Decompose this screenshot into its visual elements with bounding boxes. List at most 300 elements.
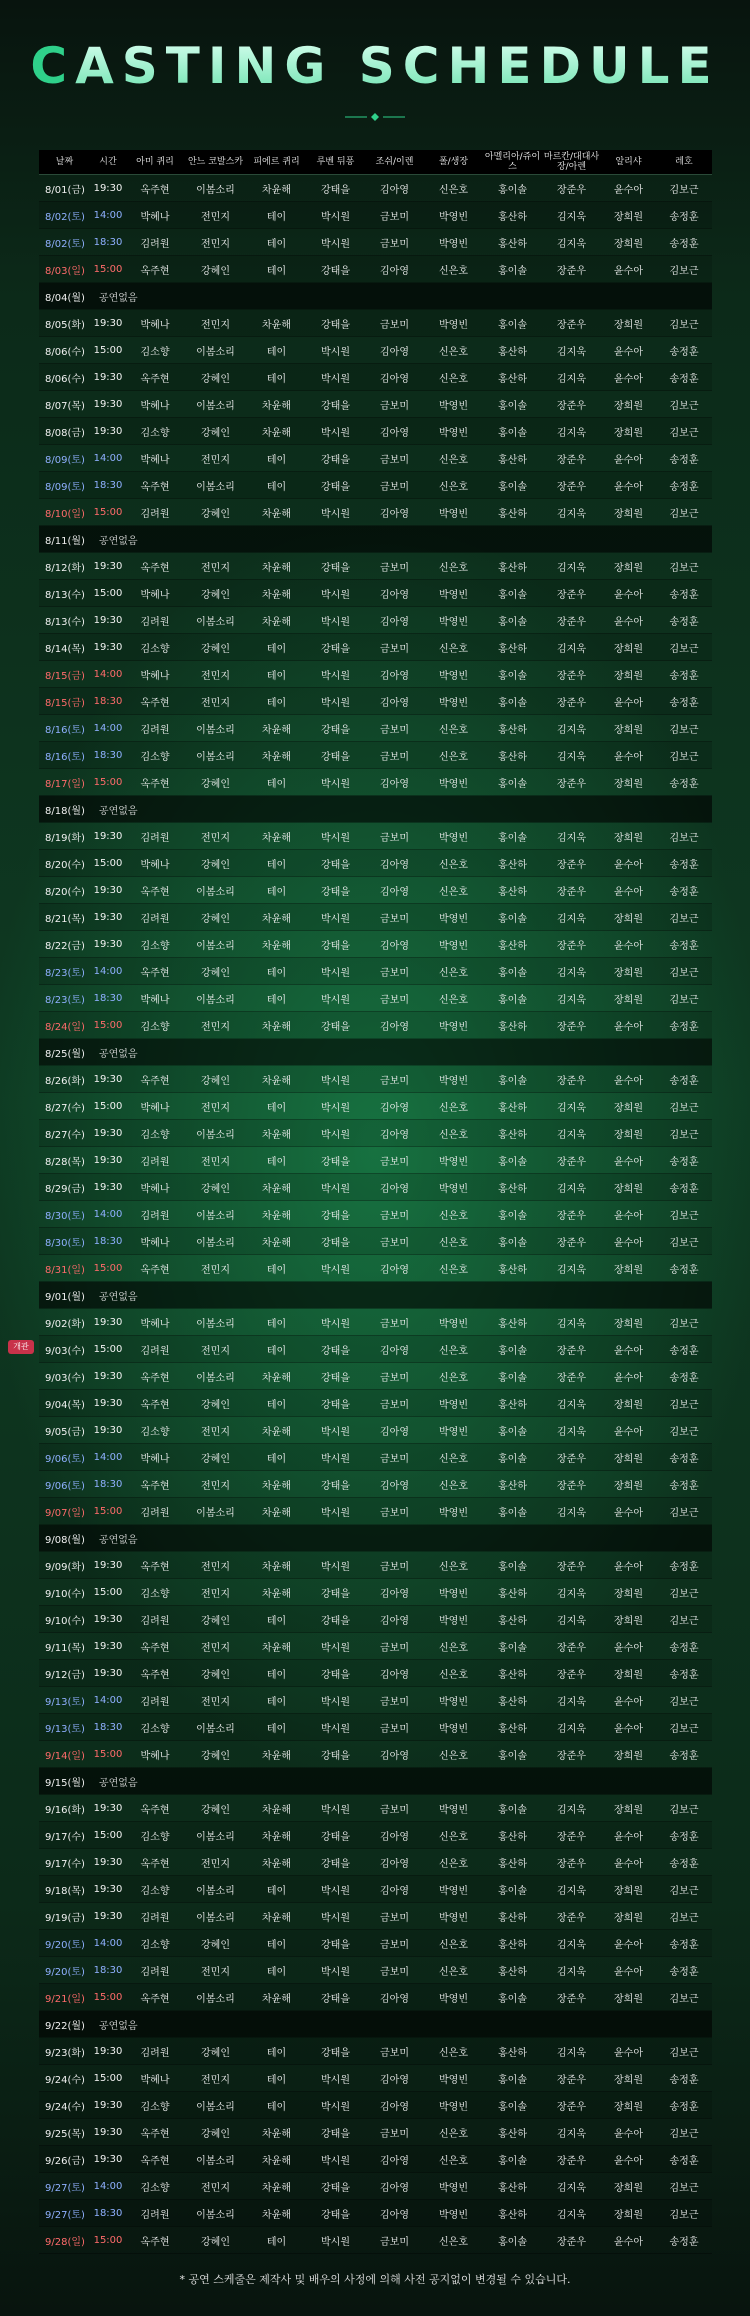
cast-cell: 장희원 (601, 958, 656, 985)
cast-cell: 홍이솔 (483, 1741, 542, 1768)
cast-cell: 박혜나 (126, 1741, 184, 1768)
cast-cell: 박영빈 (424, 1066, 483, 1093)
cast-cell: 박영빈 (424, 418, 483, 445)
page-title (0, 36, 750, 96)
cast-cell: 신은호 (424, 2119, 483, 2146)
cast-cell: 신은호 (424, 958, 483, 985)
time-cell: 14:00 (90, 661, 126, 688)
cast-cell: 홍이솔 (483, 958, 542, 985)
cast-cell: 박혜나 (126, 985, 184, 1012)
cast-cell: 강태을 (306, 1741, 365, 1768)
cast-cell: 금보미 (365, 1444, 424, 1471)
cast-cell: 홍이솔 (483, 607, 542, 634)
cast-cell: 장희원 (601, 769, 656, 796)
cast-cell: 박영빈 (424, 1309, 483, 1336)
cast-cell: 차윤해 (247, 391, 306, 418)
cast-cell: 테이 (247, 1660, 306, 1687)
table-row (39, 661, 712, 688)
table-row (39, 1795, 712, 1822)
cast-cell: 강태을 (306, 1579, 365, 1606)
time-cell: 19:30 (90, 2092, 126, 2119)
cast-cell: 금보미 (365, 715, 424, 742)
cast-cell: 홍산하 (483, 1012, 542, 1039)
date-cell: 8/10(일) (39, 499, 90, 526)
cast-cell: 송정훈 (656, 472, 712, 499)
cast-cell: 김아영 (365, 337, 424, 364)
time-cell: 19:30 (90, 364, 126, 391)
no-show-row (39, 1282, 712, 1309)
cast-cell: 송정훈 (656, 445, 712, 472)
table-row (39, 553, 712, 580)
date-cell: 8/23(토) (39, 985, 90, 1012)
time-cell: 19:30 (90, 175, 126, 202)
column-header: 루벤 뒤퐁 (306, 150, 365, 175)
cast-cell: 김아영 (365, 769, 424, 796)
cast-cell: 박영빈 (424, 580, 483, 607)
time-cell: 19:30 (90, 634, 126, 661)
time-cell: 19:30 (90, 1903, 126, 1930)
date-cell: 8/04(월) (45, 292, 85, 304)
cast-cell: 윤수아 (601, 877, 656, 904)
no-show-label: 공연없음 (98, 2020, 138, 2032)
table-row (39, 1255, 712, 1282)
cast-cell: 장준우 (542, 1849, 601, 1876)
cast-cell: 송정훈 (656, 1849, 712, 1876)
cast-cell: 차윤해 (247, 931, 306, 958)
cast-cell: 홍이솔 (483, 2092, 542, 2119)
time-cell: 15:00 (90, 1741, 126, 1768)
cast-cell: 강태을 (306, 1228, 365, 1255)
cast-cell: 윤수아 (601, 2038, 656, 2065)
cast-cell: 이봄소리 (184, 175, 247, 202)
table-header-row (39, 150, 712, 175)
cast-cell: 박시원 (306, 1903, 365, 1930)
cast-cell: 장준우 (542, 1066, 601, 1093)
cast-cell: 김보근 (656, 904, 712, 931)
no-show-cell (39, 526, 712, 553)
no-show-label: 공연없음 (98, 1291, 138, 1303)
cast-cell: 김보근 (656, 1093, 712, 1120)
cast-cell: 홍산하 (483, 1174, 542, 1201)
time-cell: 19:30 (90, 904, 126, 931)
cast-cell: 차윤해 (247, 1228, 306, 1255)
cast-cell: 박시원 (306, 2227, 365, 2254)
time-cell: 14:00 (90, 715, 126, 742)
cast-cell: 김보근 (656, 985, 712, 1012)
cast-cell: 송정훈 (656, 580, 712, 607)
cast-cell: 김려원 (126, 1201, 184, 1228)
cast-cell: 이봄소리 (184, 1714, 247, 1741)
table-row (39, 1957, 712, 1984)
cast-cell: 신은호 (424, 256, 483, 283)
date-cell: 9/01(월) (45, 1291, 85, 1303)
cast-cell: 박시원 (306, 1444, 365, 1471)
date-cell: 8/24(일) (39, 1012, 90, 1039)
cast-cell: 차윤해 (247, 1012, 306, 1039)
date-cell: 8/29(금) (39, 1174, 90, 1201)
cast-cell: 김려원 (126, 1606, 184, 1633)
cast-cell: 신은호 (424, 1093, 483, 1120)
date-cell: 9/13(토) (39, 1714, 90, 1741)
time-cell: 19:30 (90, 2038, 126, 2065)
cast-cell: 옥주현 (126, 1660, 184, 1687)
date-cell: 8/02(토) (39, 229, 90, 256)
cast-cell: 강혜인 (184, 769, 247, 796)
column-header: 날짜 (39, 150, 90, 175)
date-cell: 8/15(금) (39, 661, 90, 688)
date-cell: 8/27(수) (39, 1120, 90, 1147)
table-row (39, 2200, 712, 2227)
cast-cell: 강태을 (306, 1822, 365, 1849)
cast-cell: 홍이솔 (483, 1984, 542, 2011)
cast-cell: 김소향 (126, 1876, 184, 1903)
cast-cell: 강태을 (306, 1012, 365, 1039)
cast-cell: 박시원 (306, 418, 365, 445)
cast-cell: 장희원 (601, 2200, 656, 2227)
cast-cell: 윤수아 (601, 175, 656, 202)
date-cell: 8/22(금) (39, 931, 90, 958)
cast-cell: 김보근 (656, 1903, 712, 1930)
cast-cell: 전민지 (184, 445, 247, 472)
date-cell: 9/04(목) (39, 1390, 90, 1417)
cast-cell: 홍이솔 (483, 472, 542, 499)
cast-cell: 테이 (247, 1957, 306, 1984)
cast-cell: 옥주현 (126, 2119, 184, 2146)
cast-cell: 금보미 (365, 1363, 424, 1390)
cast-cell: 강혜인 (184, 850, 247, 877)
cast-cell: 김아영 (365, 1174, 424, 1201)
time-cell: 19:30 (90, 1876, 126, 1903)
time-cell: 15:00 (90, 1498, 126, 1525)
cast-cell: 전민지 (184, 1255, 247, 1282)
cast-cell: 옥주현 (126, 1066, 184, 1093)
cast-cell: 테이 (247, 634, 306, 661)
time-cell: 15:00 (90, 1093, 126, 1120)
cast-cell: 장준우 (542, 850, 601, 877)
cast-cell: 김려원 (126, 823, 184, 850)
cast-cell: 김소향 (126, 1579, 184, 1606)
cast-cell: 장희원 (601, 1660, 656, 1687)
table-row (39, 310, 712, 337)
cast-cell: 박시원 (306, 1714, 365, 1741)
cast-cell: 김려원 (126, 1336, 184, 1363)
cast-cell: 김아영 (365, 688, 424, 715)
date-cell: 8/25(월) (45, 1048, 85, 1060)
column-header: 알리샤 (601, 150, 656, 175)
cast-cell: 장준우 (542, 1660, 601, 1687)
cast-cell: 강혜인 (184, 580, 247, 607)
cast-cell: 박영빈 (424, 1012, 483, 1039)
cast-cell: 이봄소리 (184, 1228, 247, 1255)
cast-cell: 김소향 (126, 2173, 184, 2200)
cast-cell: 김지욱 (542, 1093, 601, 1120)
cast-cell: 김아영 (365, 1471, 424, 1498)
cast-cell: 박혜나 (126, 580, 184, 607)
cast-cell: 금보미 (365, 391, 424, 418)
cast-cell: 송정훈 (656, 1552, 712, 1579)
cast-cell: 홍이솔 (483, 1552, 542, 1579)
cast-cell: 테이 (247, 337, 306, 364)
cast-cell: 홍이솔 (483, 418, 542, 445)
time-cell: 18:30 (90, 229, 126, 256)
cast-cell: 김지욱 (542, 499, 601, 526)
no-show-label: 공연없음 (98, 1048, 138, 1060)
cast-cell: 신은호 (424, 1228, 483, 1255)
cast-cell: 금보미 (365, 958, 424, 985)
cast-cell: 김아영 (365, 661, 424, 688)
cast-cell: 홍이솔 (483, 823, 542, 850)
cast-cell: 강태을 (306, 553, 365, 580)
cast-cell: 김지욱 (542, 1876, 601, 1903)
time-cell: 15:00 (90, 1012, 126, 1039)
cast-cell: 차윤해 (247, 1174, 306, 1201)
cast-cell: 장희원 (601, 2065, 656, 2092)
column-header: 폴/생장 (424, 150, 483, 175)
time-cell: 18:30 (90, 1957, 126, 1984)
cast-cell: 송정훈 (656, 2227, 712, 2254)
cast-cell: 김아영 (365, 1822, 424, 1849)
cast-cell: 강혜인 (184, 1741, 247, 1768)
cast-cell: 홍이솔 (483, 1633, 542, 1660)
cast-cell: 홍산하 (483, 1579, 542, 1606)
cast-cell: 테이 (247, 1687, 306, 1714)
table-row (39, 2038, 712, 2065)
cast-cell: 박영빈 (424, 310, 483, 337)
cast-cell: 김아영 (365, 2173, 424, 2200)
cast-cell: 장희원 (601, 2092, 656, 2119)
table-row (39, 877, 712, 904)
cast-cell: 김지욱 (542, 742, 601, 769)
cast-cell: 신은호 (424, 1444, 483, 1471)
cast-cell: 차윤해 (247, 580, 306, 607)
cast-cell: 홍이솔 (483, 580, 542, 607)
cast-cell: 김보근 (656, 1876, 712, 1903)
cast-cell: 홍산하 (483, 1849, 542, 1876)
cast-cell: 박시원 (306, 1633, 365, 1660)
cast-cell: 장희원 (601, 499, 656, 526)
cast-cell: 박시원 (306, 1498, 365, 1525)
cast-cell: 옥주현 (126, 769, 184, 796)
time-cell: 15:00 (90, 499, 126, 526)
cast-cell: 송정훈 (656, 2065, 712, 2092)
cast-cell: 박시원 (306, 1687, 365, 1714)
cast-cell: 홍이솔 (483, 904, 542, 931)
cast-cell: 장준우 (542, 391, 601, 418)
cast-cell: 박시원 (306, 1417, 365, 1444)
cast-cell: 김보근 (656, 2038, 712, 2065)
cast-cell: 강태을 (306, 1147, 365, 1174)
cast-cell: 송정훈 (656, 229, 712, 256)
cast-cell: 김지욱 (542, 2119, 601, 2146)
cast-cell: 신은호 (424, 877, 483, 904)
cast-cell: 장희원 (601, 1309, 656, 1336)
cast-cell: 김지욱 (542, 202, 601, 229)
cast-cell: 박혜나 (126, 1309, 184, 1336)
cast-cell: 이봄소리 (184, 607, 247, 634)
cast-cell: 장희원 (601, 1876, 656, 1903)
column-header: 아멜리아/쥬이스 (483, 150, 542, 175)
table-row (39, 823, 712, 850)
cast-cell: 금보미 (365, 742, 424, 769)
cast-cell: 박혜나 (126, 445, 184, 472)
cast-cell: 김려원 (126, 1498, 184, 1525)
date-cell: 8/13(수) (39, 607, 90, 634)
cast-cell: 송정훈 (656, 1471, 712, 1498)
cast-cell: 김보근 (656, 634, 712, 661)
cast-cell: 신은호 (424, 1336, 483, 1363)
table-row (39, 607, 712, 634)
cast-cell: 박영빈 (424, 1795, 483, 1822)
cast-cell: 장희원 (601, 904, 656, 931)
cast-cell: 이봄소리 (184, 1984, 247, 2011)
cast-cell: 신은호 (424, 634, 483, 661)
cast-cell: 강혜인 (184, 364, 247, 391)
cast-cell: 김보근 (656, 1795, 712, 1822)
cast-cell: 김소향 (126, 742, 184, 769)
cast-cell: 강태을 (306, 1390, 365, 1417)
time-cell: 15:00 (90, 850, 126, 877)
cast-cell: 장희원 (601, 1903, 656, 1930)
cast-cell: 박시원 (306, 1120, 365, 1147)
table-row (39, 1822, 712, 1849)
cast-cell: 차윤해 (247, 904, 306, 931)
date-cell: 8/17(일) (39, 769, 90, 796)
cast-cell: 김소향 (126, 1714, 184, 1741)
cast-cell: 홍산하 (483, 499, 542, 526)
cast-cell: 장희원 (601, 1984, 656, 2011)
cast-cell: 김지욱 (542, 553, 601, 580)
cast-cell: 김아영 (365, 850, 424, 877)
cast-cell: 송정훈 (656, 1012, 712, 1039)
cast-cell: 테이 (247, 2092, 306, 2119)
cast-cell: 강태을 (306, 445, 365, 472)
table-row (39, 958, 712, 985)
cast-cell: 테이 (247, 1390, 306, 1417)
table-row (39, 2092, 712, 2119)
time-cell: 18:30 (90, 688, 126, 715)
date-cell: 8/19(화) (39, 823, 90, 850)
cast-cell: 송정훈 (656, 1957, 712, 1984)
cast-cell: 차윤해 (247, 2200, 306, 2227)
cast-cell: 금보미 (365, 904, 424, 931)
cast-cell: 박시원 (306, 688, 365, 715)
cast-cell: 금보미 (365, 1228, 424, 1255)
cast-cell: 김아영 (365, 931, 424, 958)
cast-cell: 신은호 (424, 1471, 483, 1498)
cast-cell: 김려원 (126, 2038, 184, 2065)
cast-cell: 전민지 (184, 1417, 247, 1444)
time-cell: 19:30 (90, 877, 126, 904)
cast-cell: 박영빈 (424, 931, 483, 958)
cast-cell: 김아영 (365, 499, 424, 526)
cast-cell: 김지욱 (542, 1930, 601, 1957)
cast-cell: 차윤해 (247, 2119, 306, 2146)
cast-cell: 강태을 (306, 877, 365, 904)
date-cell: 8/16(토) (39, 742, 90, 769)
cast-cell: 박영빈 (424, 1606, 483, 1633)
cast-cell: 옥주현 (126, 1255, 184, 1282)
cast-cell: 송정훈 (656, 661, 712, 688)
date-cell: 8/31(일) (39, 1255, 90, 1282)
time-cell: 15:00 (90, 580, 126, 607)
time-cell: 14:00 (90, 202, 126, 229)
cast-cell: 강혜인 (184, 1606, 247, 1633)
cast-cell: 장희원 (601, 1120, 656, 1147)
table-row (39, 337, 712, 364)
cast-cell: 차윤해 (247, 418, 306, 445)
cast-cell: 강태을 (306, 472, 365, 499)
cast-cell: 장희원 (601, 1390, 656, 1417)
cast-cell: 박시원 (306, 2065, 365, 2092)
cast-cell: 신은호 (424, 1849, 483, 1876)
cast-cell: 홍산하 (483, 742, 542, 769)
cast-cell: 이봄소리 (184, 1498, 247, 1525)
table-row (39, 1903, 712, 1930)
cast-cell: 장준우 (542, 2146, 601, 2173)
time-cell: 14:00 (90, 1930, 126, 1957)
cast-cell: 장희원 (601, 310, 656, 337)
cast-cell: 장준우 (542, 1363, 601, 1390)
cast-cell: 김아영 (365, 256, 424, 283)
cast-cell: 테이 (247, 1093, 306, 1120)
cast-cell: 박영빈 (424, 1984, 483, 2011)
cast-cell: 전민지 (184, 553, 247, 580)
time-cell: 19:30 (90, 823, 126, 850)
cast-cell: 장희원 (601, 418, 656, 445)
table-row (39, 1984, 712, 2011)
table-row (39, 1309, 712, 1336)
cast-cell: 테이 (247, 202, 306, 229)
date-cell: 9/17(수) (39, 1849, 90, 1876)
cast-cell: 이봄소리 (184, 472, 247, 499)
cast-cell: 홍산하 (483, 1471, 542, 1498)
cast-cell: 장준우 (542, 931, 601, 958)
date-cell: 8/08(금) (39, 418, 90, 445)
cast-cell: 강태을 (306, 1660, 365, 1687)
cast-cell: 윤수아 (601, 607, 656, 634)
table-row (39, 1498, 712, 1525)
cast-cell: 강태을 (306, 931, 365, 958)
cast-cell: 김지욱 (542, 2200, 601, 2227)
cast-cell: 홍산하 (483, 931, 542, 958)
cast-cell: 이봄소리 (184, 1309, 247, 1336)
cast-cell: 신은호 (424, 1363, 483, 1390)
cast-cell: 김보근 (656, 958, 712, 985)
cast-cell: 송정훈 (656, 1336, 712, 1363)
cast-cell: 박영빈 (424, 1579, 483, 1606)
cast-cell: 홍이솔 (483, 1444, 542, 1471)
table-row (39, 229, 712, 256)
cast-cell: 박시원 (306, 2092, 365, 2119)
cast-cell: 장준우 (542, 1822, 601, 1849)
cast-cell: 차윤해 (247, 2173, 306, 2200)
cast-cell: 김아영 (365, 1579, 424, 1606)
cast-cell: 김아영 (365, 1120, 424, 1147)
time-cell: 15:00 (90, 2227, 126, 2254)
cast-cell: 박시원 (306, 2146, 365, 2173)
table-row (39, 1687, 712, 1714)
cast-cell: 김아영 (365, 2092, 424, 2119)
cast-cell: 장희원 (601, 553, 656, 580)
cast-cell: 전민지 (184, 1336, 247, 1363)
date-cell: 9/28(일) (39, 2227, 90, 2254)
cast-cell: 차윤해 (247, 1552, 306, 1579)
cast-cell: 홍이솔 (483, 1147, 542, 1174)
cast-cell: 김려원 (126, 715, 184, 742)
cast-cell: 박혜나 (126, 202, 184, 229)
cast-cell: 차윤해 (247, 1741, 306, 1768)
date-cell: 9/20(토) (39, 1930, 90, 1957)
